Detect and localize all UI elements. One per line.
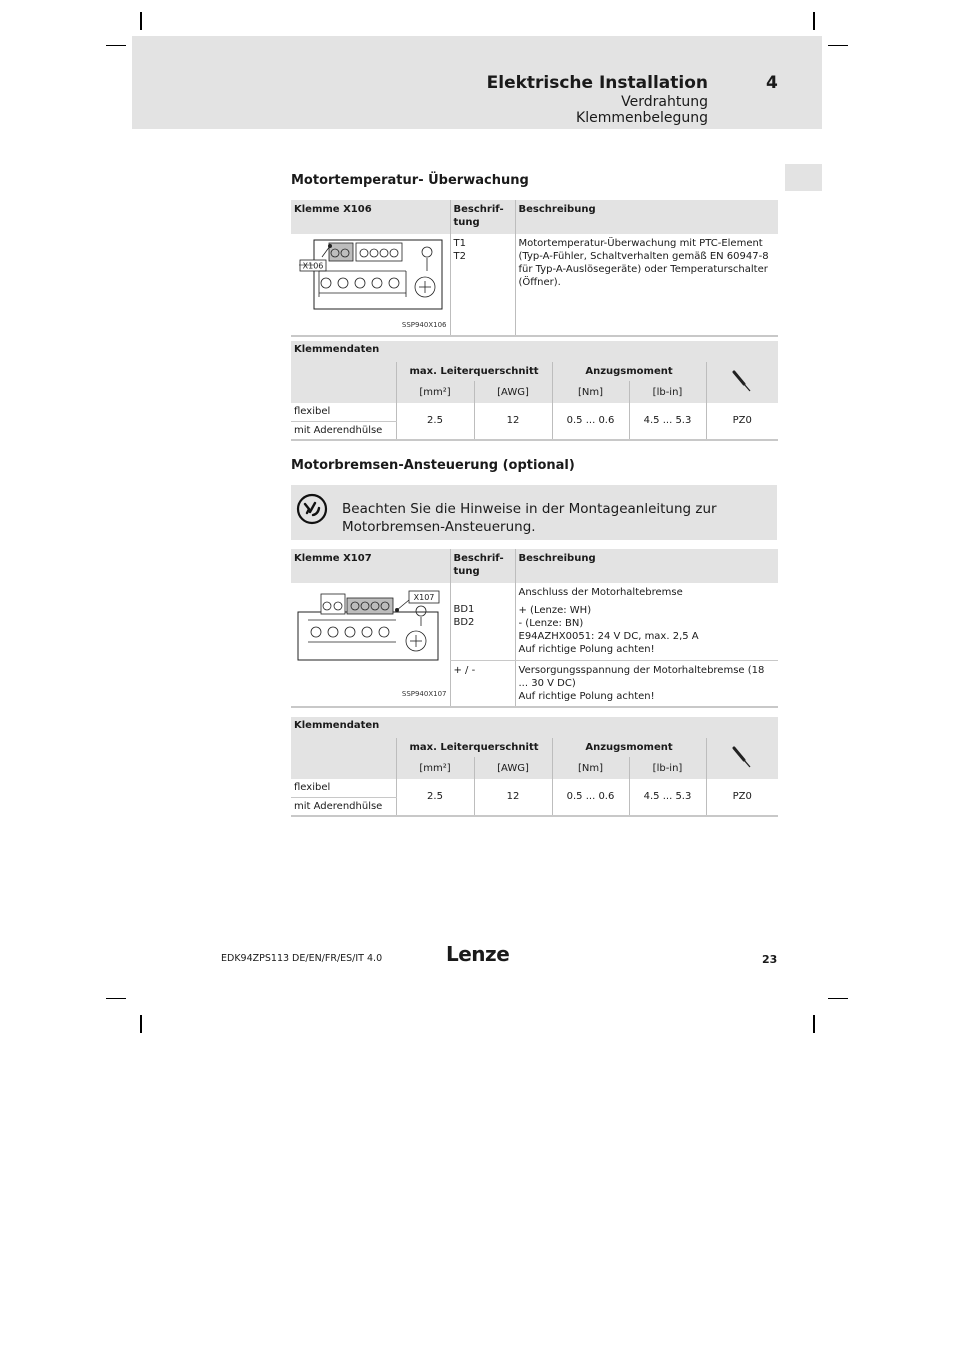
terminal-labels: + / - xyxy=(450,660,515,707)
screwdriver-icon xyxy=(731,369,753,393)
value-tool: PZ0 xyxy=(706,403,778,440)
col-header: Klemme X106 xyxy=(291,200,450,234)
row-label: flexibel xyxy=(291,779,396,797)
col-header: Klemme X107 xyxy=(291,549,450,583)
unit-header: [AWG] xyxy=(474,757,552,779)
crop-mark xyxy=(828,45,848,46)
col-header: Beschrif- tung xyxy=(450,200,515,234)
row-label: mit Aderendhülse xyxy=(291,421,396,440)
terminal-diagram-cell xyxy=(291,234,450,336)
brand-logo: Lenze xyxy=(446,942,510,966)
page-number: 23 xyxy=(762,953,778,966)
terminal-labels: BD1 BD2 xyxy=(450,583,515,660)
diagram-reference: SSP940X107 xyxy=(401,690,447,698)
terminal-x106-diagram xyxy=(294,237,444,313)
value-nm: 0.5 ... 0.6 xyxy=(552,403,629,440)
unit-header: [mm²] xyxy=(396,381,474,403)
chapter-title: Elektrische Installation xyxy=(486,73,708,93)
hint-text: Beachten Sie die Hinweise in der Montageanleitung zur Motorbremsen-Ansteuerung. xyxy=(342,501,717,535)
value-awg: 12 xyxy=(474,779,552,816)
col-header: Beschreibung xyxy=(515,200,778,234)
value-nm: 0.5 ... 0.6 xyxy=(552,779,629,816)
chapter-subtitle: Klemmenbelegung xyxy=(576,110,708,126)
diagram-label: X106 xyxy=(302,261,324,271)
terminal-diagram-cell xyxy=(291,583,450,707)
col-header: Anzugsmoment xyxy=(552,738,706,757)
crop-mark xyxy=(106,998,126,999)
value-lbin: 4.5 ... 5.3 xyxy=(629,779,706,816)
crop-mark xyxy=(828,998,848,999)
diagram-reference: SSP940X106 xyxy=(401,321,447,329)
terminal-description xyxy=(515,583,778,660)
document-id: EDK94ZPS113 DE/EN/FR/ES/IT 4.0 xyxy=(221,953,383,964)
chapter-subtitle: Verdrahtung xyxy=(621,94,708,110)
tool-header xyxy=(706,362,778,403)
crop-mark xyxy=(140,1015,142,1033)
col-header: Beschrif- tung xyxy=(450,549,515,583)
terminal-table-x106 xyxy=(291,200,778,337)
unit-header: [Nm] xyxy=(552,381,629,403)
unit-header: [lb-in] xyxy=(629,381,706,403)
value-awg: 12 xyxy=(474,403,552,440)
terminal-x107-diagram xyxy=(294,586,444,682)
terminal-labels: T1 T2 xyxy=(450,234,515,336)
row-label: flexibel xyxy=(291,403,396,421)
header-band xyxy=(132,36,822,129)
tool-header xyxy=(706,738,778,779)
table-title: Klemmendaten xyxy=(291,717,778,738)
crop-mark xyxy=(140,12,142,30)
diagram-label: X107 xyxy=(413,593,435,602)
crop-mark xyxy=(813,12,815,30)
row-label: mit Aderendhülse xyxy=(291,797,396,816)
terminal-data-table-x107 xyxy=(291,717,778,817)
unit-header: [mm²] xyxy=(396,757,474,779)
value-tool: PZ0 xyxy=(706,779,778,816)
description-body: + (Lenze: WH) - (Lenze: BN) E94AZHX0051: 24 V DC, max. 2,5 A Auf richtige Polung achten! xyxy=(518,605,699,655)
side-tab xyxy=(785,164,822,191)
unit-header: [lb-in] xyxy=(629,757,706,779)
hint-box xyxy=(291,485,777,540)
crop-mark xyxy=(106,45,126,46)
screwdriver-icon xyxy=(731,745,753,769)
description-title: Anschluss der Motorhaltebremse xyxy=(518,587,683,598)
value-lbin: 4.5 ... 5.3 xyxy=(629,403,706,440)
col-header: max. Leiterquerschnitt xyxy=(396,738,552,757)
section-heading: Motorbremsen-Ansteuerung (optional) xyxy=(291,458,575,473)
section-heading: Motortemperatur- Überwachung xyxy=(291,173,529,188)
table-title: Klemmendaten xyxy=(291,341,778,362)
unit-header: [Nm] xyxy=(552,757,629,779)
value-mm2: 2.5 xyxy=(396,403,474,440)
terminal-data-table-x106 xyxy=(291,341,778,441)
hint-hand-icon xyxy=(296,493,328,525)
terminal-description: Versorgungsspannung der Motorhaltebremse (18 ... 30 V DC) Auf richtige Polung achten! xyxy=(515,660,778,707)
col-header: Beschreibung xyxy=(515,549,778,583)
value-mm2: 2.5 xyxy=(396,779,474,816)
chapter-number: 4 xyxy=(766,73,778,93)
crop-mark xyxy=(813,1015,815,1033)
col-header: max. Leiterquerschnitt xyxy=(396,362,552,381)
unit-header: [AWG] xyxy=(474,381,552,403)
terminal-table-x107 xyxy=(291,549,778,708)
terminal-description: Motortemperatur-Überwachung mit PTC-Element (Typ-A-Fühler, Schaltverhalten gemäß EN 60947-8 für Typ-A-Auslösegeräte) oder Temperaturschalter (Öffner). xyxy=(515,234,778,336)
col-header: Anzugsmoment xyxy=(552,362,706,381)
